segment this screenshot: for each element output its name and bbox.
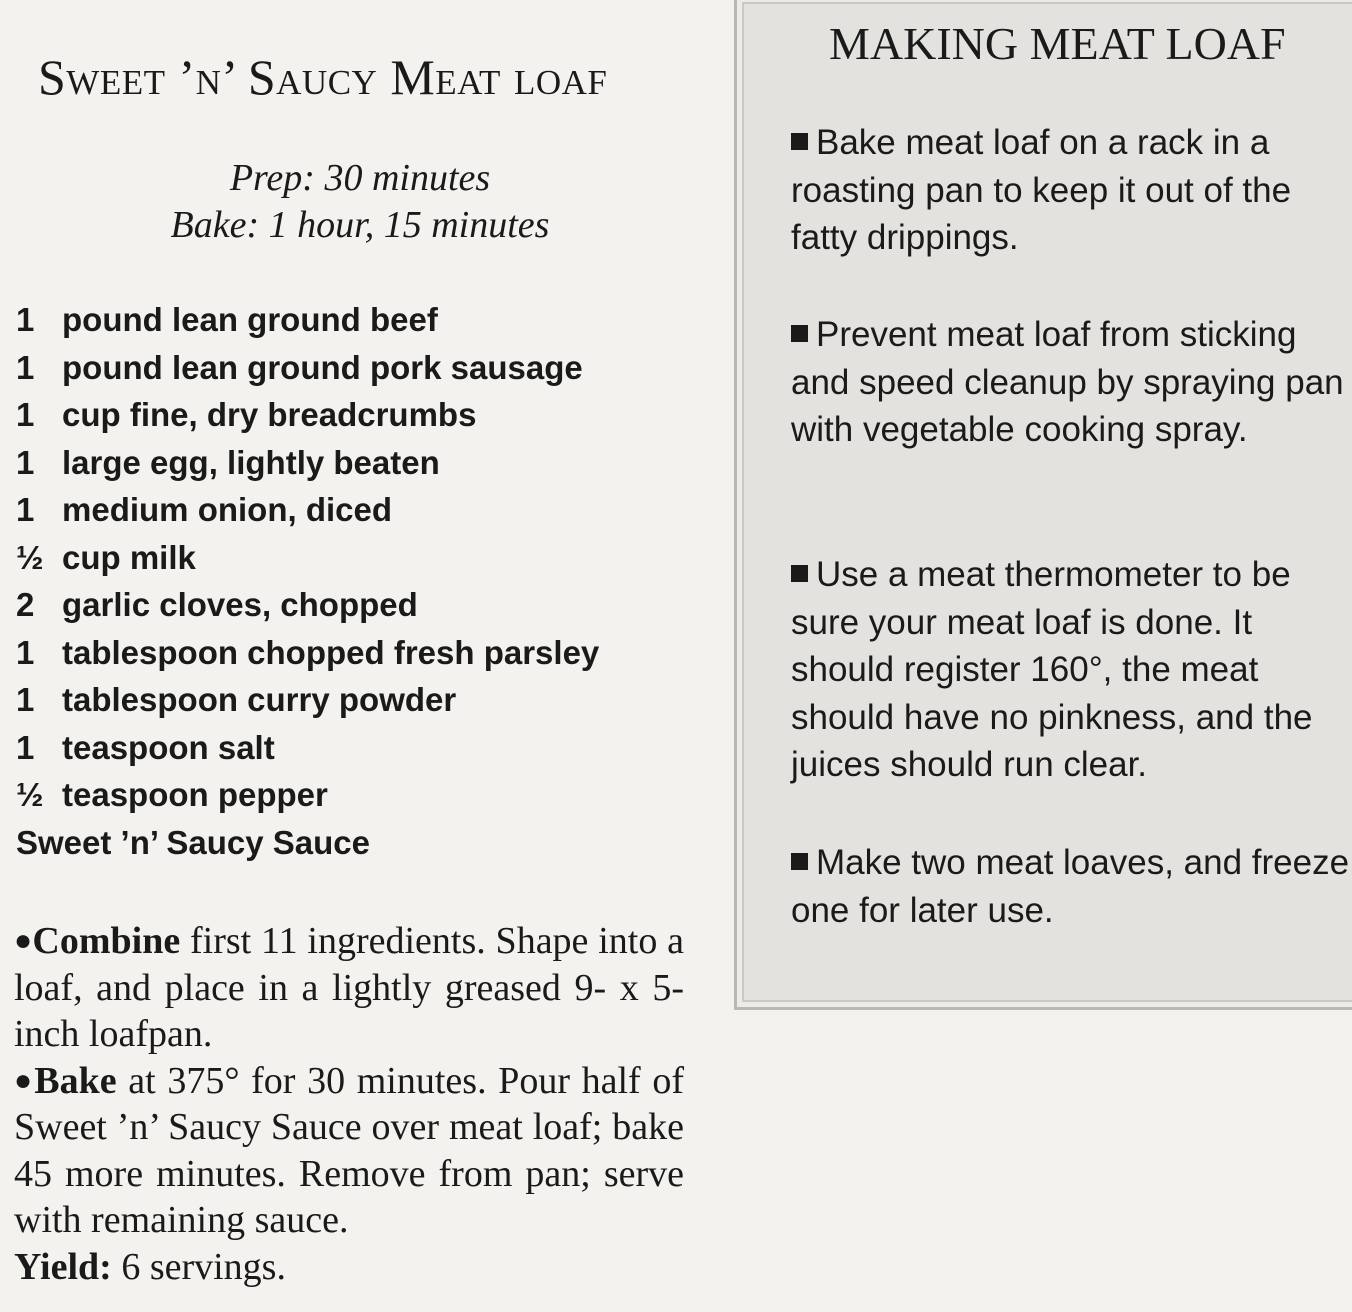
ingredient-quantity: 1	[16, 348, 35, 386]
ingredient-item	[16, 629, 599, 677]
bake-time: Bake: 1 hour, 15 minutes	[170, 204, 550, 246]
prep-time: Prep: 30 minutes	[229, 157, 491, 199]
ingredient-name: cup fine, dry breadcrumbs	[62, 396, 477, 433]
ingredient-name: large egg, lightly beaten	[62, 443, 440, 481]
yield-value: 6 servings.	[111, 1245, 286, 1288]
ingredient-list	[16, 296, 599, 866]
tip-text: Prevent meat loaf from sticking and speed cleanup by spraying pan with vegetable cooking spray.	[791, 315, 1344, 449]
step-text: at 375° for 30 minutes. Pour half of Sweet ’n’ Saucy Sauce over meat loaf; bake 45 more minutes. Remove from pan; serve with remaining sauce.	[14, 1059, 684, 1241]
tip-item	[791, 551, 1351, 789]
ingredient-item	[16, 819, 599, 867]
bullet-dot-icon: ●	[14, 1063, 35, 1097]
ingredient-quantity: 1	[16, 491, 35, 528]
ingredient-name: teaspoon salt	[62, 728, 275, 766]
ingredient-name: tablespoon curry powder	[62, 681, 457, 718]
directions	[14, 918, 684, 1290]
ingredient-quantity: 1	[16, 396, 35, 433]
bullet-dot-icon: ●	[14, 924, 33, 957]
ingredient-name: tablespoon chopped fresh parsley	[62, 633, 600, 671]
square-bullet-icon	[791, 565, 808, 582]
ingredient-name: pound lean ground pork sausage	[62, 348, 583, 386]
ingredient-item	[16, 771, 599, 819]
ingredient-quantity: 2	[16, 586, 35, 623]
tip-item	[791, 311, 1351, 454]
ingredient-quantity: 1	[16, 633, 35, 671]
square-bullet-icon	[791, 853, 808, 870]
ingredient-item	[16, 581, 599, 629]
yield-label: Yield:	[14, 1245, 112, 1288]
sidebar-title: MAKING MEAT LOAF	[829, 18, 1286, 69]
direction-step	[14, 1058, 684, 1244]
direction-step	[14, 918, 684, 1058]
ingredient-item	[16, 344, 599, 392]
ingredient-quantity: 1	[16, 443, 35, 481]
ingredient-name: cup milk	[62, 538, 196, 576]
recipe-times	[0, 155, 720, 249]
ingredient-quantity: ½	[16, 776, 44, 813]
recipe-title: Sweet ’n’ Saucy Meat loaf	[38, 49, 608, 105]
square-bullet-icon	[791, 133, 808, 150]
ingredient-item	[16, 391, 599, 439]
ingredient-name: garlic cloves, chopped	[62, 586, 418, 623]
square-bullet-icon	[791, 325, 808, 342]
ingredient-quantity: 1	[16, 301, 35, 338]
ingredient-item	[16, 534, 599, 582]
ingredient-item	[16, 439, 599, 487]
tip-text: Make two meat loaves, and freeze one for later use.	[791, 843, 1350, 930]
tip-item	[791, 119, 1351, 262]
ingredient-quantity: ½	[16, 538, 44, 576]
ingredient-name: teaspoon pepper	[62, 776, 328, 813]
tip-text: Bake meat loaf on a rack in a roasting pan to keep it out of the fatty drippings.	[791, 123, 1292, 257]
step-text: first 11 ingredients. Shape into a loaf, and place in a lightly greased 9- x 5-inch loafpan.	[14, 920, 684, 1055]
step-lead: Combine	[32, 920, 181, 962]
ingredient-name: pound lean ground beef	[62, 301, 438, 338]
tips-sidebar	[734, 0, 1352, 1010]
step-lead: Bake	[34, 1059, 117, 1102]
ingredient-item	[16, 724, 599, 772]
ingredient-item	[16, 486, 599, 534]
tip-text: Use a meat thermometer to be sure your meat loaf is done. It should register 160°, the meat should have no pinkness, and the juices should run clear.	[791, 555, 1313, 784]
yield-line	[14, 1244, 684, 1291]
ingredient-quantity: 1	[16, 681, 35, 718]
ingredient-name: Sweet ’n’ Saucy Sauce	[16, 823, 371, 861]
ingredient-item	[16, 296, 599, 344]
tip-item	[791, 839, 1351, 934]
ingredient-item	[16, 676, 599, 724]
ingredient-name: medium onion, diced	[62, 491, 393, 528]
ingredient-quantity: 1	[16, 728, 35, 766]
